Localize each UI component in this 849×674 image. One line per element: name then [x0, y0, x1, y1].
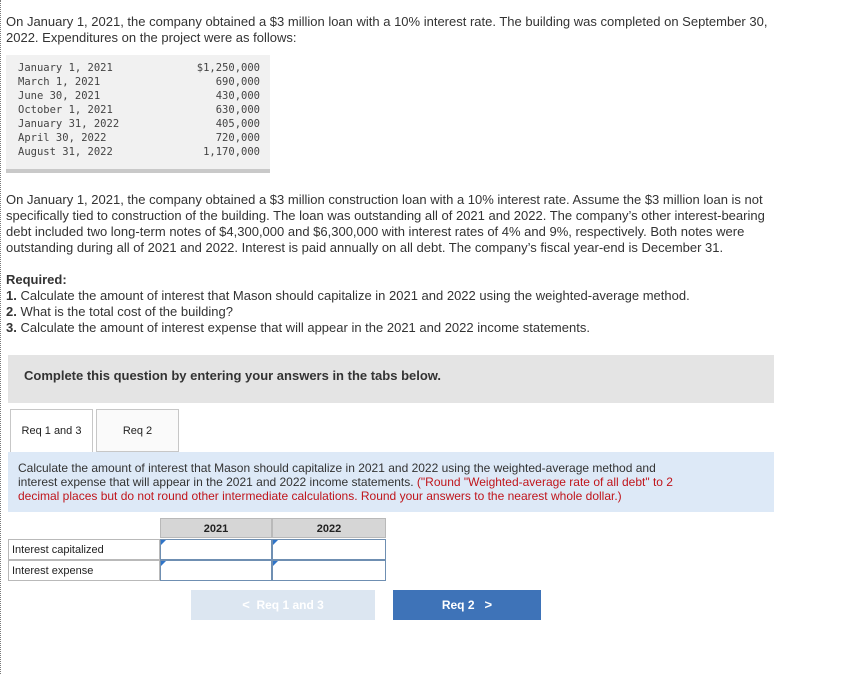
problem-paragraph: [6, 192, 842, 256]
interest-capitalized-2022-cell[interactable]: [272, 539, 386, 560]
instructions-banner: [8, 355, 774, 403]
expenditure-amount: 720,000: [215, 132, 260, 144]
instructions-plain: interest expense that will appear in the 2021 and 2022 income statements.: [18, 475, 417, 489]
expenditure-date: October 1, 2021: [18, 104, 113, 116]
expenditure-row: [6, 145, 270, 159]
next-tab-button[interactable]: [393, 590, 541, 620]
intro-line-1: On January 1, 2021, the company obtained a $3 million loan with a 10% interest rate. The building was completed on September 30,: [6, 14, 768, 29]
chevron-right-icon: >: [484, 597, 493, 612]
expenditure-date: June 30, 2021: [18, 90, 101, 102]
expenditure-amount: 405,000: [215, 118, 260, 130]
expenditure-row: [6, 131, 270, 145]
expenditure-row: [6, 75, 270, 89]
required-item-text: Calculate the amount of interest that Mason should capitalize in 2021 and 2022 using the weighted-average method.: [20, 288, 690, 303]
expenditure-date: January 1, 2021: [18, 62, 113, 74]
column-header-2021: 2021: [160, 518, 272, 538]
required-item-number: 1.: [6, 288, 17, 303]
interest-expense-2022-input[interactable]: [273, 561, 385, 580]
expenditure-row: [6, 103, 270, 117]
required-item-text: What is the total cost of the building?: [20, 304, 233, 319]
column-header-2022: 2022: [272, 518, 386, 538]
expenditure-amount: 1,170,000: [203, 146, 260, 158]
chevron-left-icon: <: [242, 597, 250, 612]
tab-label: Req 1 and 3: [21, 425, 82, 437]
expenditure-row: [6, 61, 270, 75]
instructions-line-1: Calculate the amount of interest that Mason should capitalize in 2021 and 2022 using the weighted-average method and: [18, 461, 656, 475]
intro-line-2: 2022. Expenditures on the project were as follows:: [6, 30, 297, 45]
expenditure-date: January 31, 2022: [18, 118, 120, 130]
row-label-interest-capitalized: Interest capitalized: [8, 539, 160, 560]
expenditure-amount: $1,250,000: [196, 62, 260, 74]
prev-button-label: Req 1 and 3: [256, 598, 324, 612]
interest-capitalized-2021-input[interactable]: [161, 540, 271, 559]
expenditure-date: August 31, 2022: [18, 146, 113, 158]
table-corner: [8, 518, 160, 538]
expenditure-amount: 690,000: [215, 76, 260, 88]
expenditure-date: March 1, 2021: [18, 76, 101, 88]
expenditure-row: [6, 117, 270, 131]
required-item-1: [6, 288, 690, 304]
interest-expense-2021-input[interactable]: [161, 561, 271, 580]
required-item-number: 3.: [6, 320, 17, 335]
expenditure-amount: 430,000: [215, 90, 260, 102]
next-button-label: Req 2: [441, 598, 475, 612]
paragraph-line-2: specifically tied to construction of the building. The loan was outstanding all of 2021 and 2022. The company’s other interest-bearing: [6, 208, 765, 223]
rounding-note-continued: decimal places but do not round other intermediate calculations. Round your answers to the nearest whole dollar.): [18, 489, 622, 503]
interest-capitalized-2021-cell[interactable]: [160, 539, 272, 560]
expenditure-date: April 30, 2022: [18, 132, 107, 144]
expenditure-amount: 630,000: [215, 104, 260, 116]
interest-capitalized-2022-input[interactable]: [273, 540, 385, 559]
expenditure-row: [6, 89, 270, 103]
required-item-3: [6, 320, 590, 336]
required-item-number: 2.: [6, 304, 17, 319]
instructions-line-2: [18, 475, 764, 489]
required-item-text: Calculate the amount of interest expense that will appear in the 2021 and 2022 income statements.: [20, 320, 590, 335]
required-item-2: [6, 304, 233, 320]
question-instructions: [8, 452, 774, 512]
expenditures-table: [6, 55, 270, 173]
paragraph-line-1: On January 1, 2021, the company obtained a $3 million construction loan with a 10% interest rate. Assume the $3 million loan is not: [6, 192, 763, 207]
rounding-note: ("Round "Weighted-average rate of all debt" to 2: [416, 475, 673, 489]
tab-label: Req 2: [122, 425, 153, 437]
interest-expense-2022-cell[interactable]: [272, 560, 386, 581]
row-label-interest-expense: Interest expense: [8, 560, 160, 581]
interest-expense-2021-cell[interactable]: [160, 560, 272, 581]
banner-text: Complete this question by entering your answers in the tabs below.: [24, 368, 442, 383]
required-heading: Required:: [6, 272, 67, 287]
paragraph-line-3: debt included two long-term notes of $4,300,000 and $6,300,000 with interest rates of 4% and 9%, respectively. Both notes were: [6, 224, 745, 239]
tab-req-2[interactable]: [96, 409, 179, 452]
left-dotted-border: [0, 0, 1, 674]
problem-intro: [6, 14, 842, 46]
tab-req-1-and-3[interactable]: [10, 409, 93, 452]
paragraph-line-4: outstanding during all of 2021 and 2022. Interest is paid annually on all debt. The company’s fiscal year-end is December 31.: [6, 240, 724, 255]
prev-tab-button[interactable]: [191, 590, 375, 620]
